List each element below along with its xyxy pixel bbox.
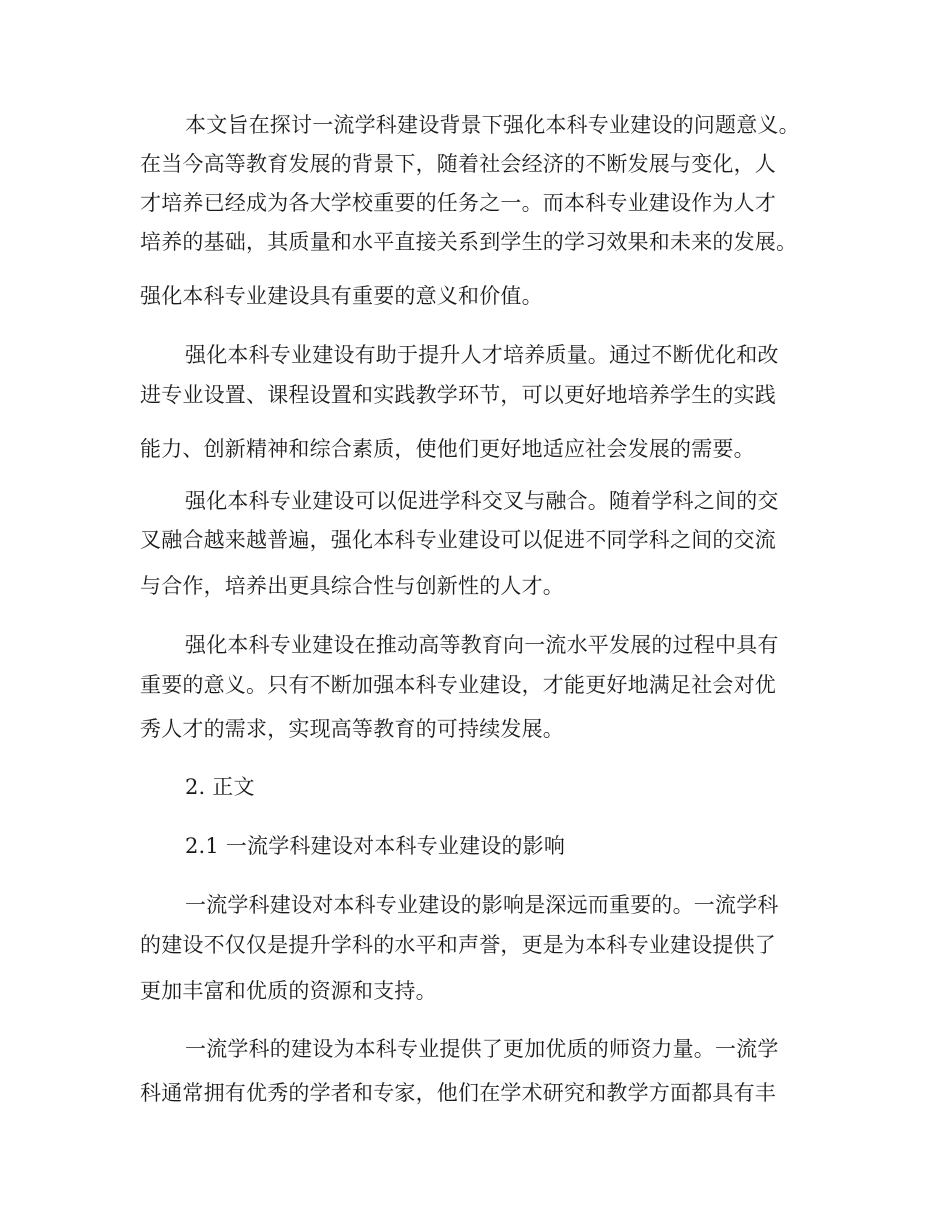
text-line: 强化本科专业建设在推动高等教育向一流水平发展的过程中具有 [185, 633, 779, 657]
text-line: 秀人才的需求，实现高等教育的可持续发展。 [140, 717, 564, 741]
text-line: 强化本科专业建设可以促进学科交叉与融合。随着学科之间的交 [185, 489, 779, 513]
text-line: 强化本科专业建设有助于提升人才培养质量。通过不断优化和改 [185, 343, 779, 367]
text-line: 进专业设置、课程设置和实践教学环节，可以更好地培养学生的实践 [140, 383, 776, 407]
text-line: 才培养已经成为各大学校重要的任务之一。而本科专业建设作为人才 [140, 191, 776, 215]
text-line: 的建设不仅仅是提升学科的水平和声誉，更是为本科专业建设提供了 [140, 933, 776, 957]
text-line: 在当今高等教育发展的背景下，随着社会经济的不断发展与变化，人 [140, 152, 776, 176]
text-line: 本文旨在探讨一流学科建设背景下强化本科专业建设的问题意义。 [185, 113, 800, 137]
text-line: 强化本科专业建设具有重要的意义和价值。 [140, 284, 543, 308]
subsection-heading: 2.1 一流学科建设对本科专业建设的影响 [185, 834, 566, 858]
text-line: 科通常拥有优秀的学者和专家，他们在学术研究和教学方面都具有丰 [140, 1081, 776, 1105]
section-heading: 2. 正文 [185, 775, 255, 799]
text-line: 与合作，培养出更具综合性与创新性的人才。 [140, 574, 564, 598]
text-line: 能力、创新精神和综合素质，使他们更好地适应社会发展的需要。 [140, 437, 755, 461]
text-line: 重要的意义。只有不断加强本科专业建设，才能更好地满足社会对优 [140, 673, 776, 697]
text-line: 更加丰富和优质的资源和支持。 [140, 979, 437, 1003]
text-line: 一流学科建设对本科专业建设的影响是深远而重要的。一流学科 [185, 893, 779, 917]
text-line: 一流学科的建设为本科专业提供了更加优质的师资力量。一流学 [185, 1037, 779, 1061]
text-line: 叉融合越来越普遍，强化本科专业建设可以促进不同学科之间的交流 [140, 528, 776, 552]
text-line: 培养的基础，其质量和水平直接关系到学生的学习效果和未来的发展。 [140, 230, 798, 254]
